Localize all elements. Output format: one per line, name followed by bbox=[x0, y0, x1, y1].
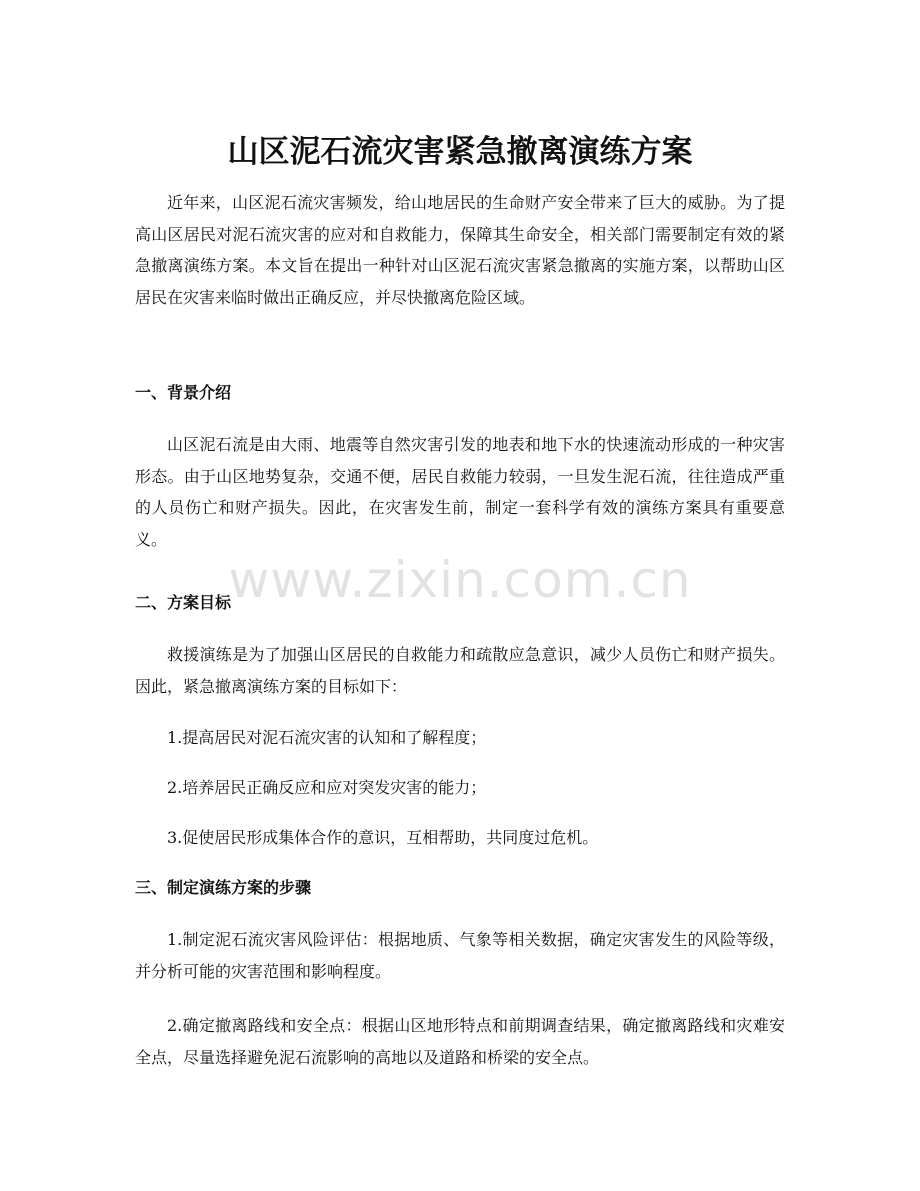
section-heading-steps: 三、制定演练方案的步骤 bbox=[135, 878, 312, 897]
goals-paragraph: 救援演练是为了加强山区居民的自救能力和疏散应急意识，减少人员伤亡和财产损失。因此，紧急撤离演练方案的目标如下： bbox=[135, 645, 785, 696]
intro-paragraph: 近年来，山区泥石流灾害频发，给山地居民的生命财产安全带来了巨大的威胁。为了提高山区居民对泥石流灾害的应对和自救能力，保障其生命安全，相关部门需要制定有效的紧急撤离演练方案。本文旨在提出一种针对山区泥石流灾害紧急撤离的实施方案，以帮助山区居民在灾害来临时做出正确反应，并尽快撤离危险区域。 bbox=[135, 193, 785, 307]
step-paragraph-2: 2.确定撤离路线和安全点：根据山区地形特点和前期调查结果，确定撤离路线和灾难安全点，尽量选择避免泥石流影响的高地以及道路和桥梁的安全点。 bbox=[135, 1016, 785, 1067]
background-paragraph: 山区泥石流是由大雨、地震等自然灾害引发的地表和地下水的快速流动形成的一种灾害形态。由于山区地势复杂，交通不便，居民自救能力较弱，一旦发生泥石流，往往造成严重的人员伤亡和财产损失。因此，在灾害发生前，制定一套科学有效的演练方案具有重要意义。 bbox=[135, 435, 785, 549]
goal-item-2: 2.培养居民正确反应和应对突发灾害的能力； bbox=[167, 778, 487, 797]
section-heading-background: 一、背景介绍 bbox=[135, 383, 232, 402]
goal-item-3: 3.促使居民形成集体合作的意识，互相帮助，共同度过危机。 bbox=[167, 828, 599, 847]
step-paragraph-1: 1.制定泥石流灾害风险评估：根据地质、气象等相关数据，确定灾害发生的风险等级，并分析可能的灾害范围和影响程度。 bbox=[135, 930, 785, 981]
goal-item-1: 1.提高居民对泥石流灾害的认知和了解程度； bbox=[167, 728, 487, 747]
watermark-text: www.zixin.com.cn bbox=[228, 551, 692, 609]
section-heading-goals: 二、方案目标 bbox=[135, 593, 232, 612]
document-title: 山区泥石流灾害紧急撤离演练方案 bbox=[227, 133, 693, 170]
